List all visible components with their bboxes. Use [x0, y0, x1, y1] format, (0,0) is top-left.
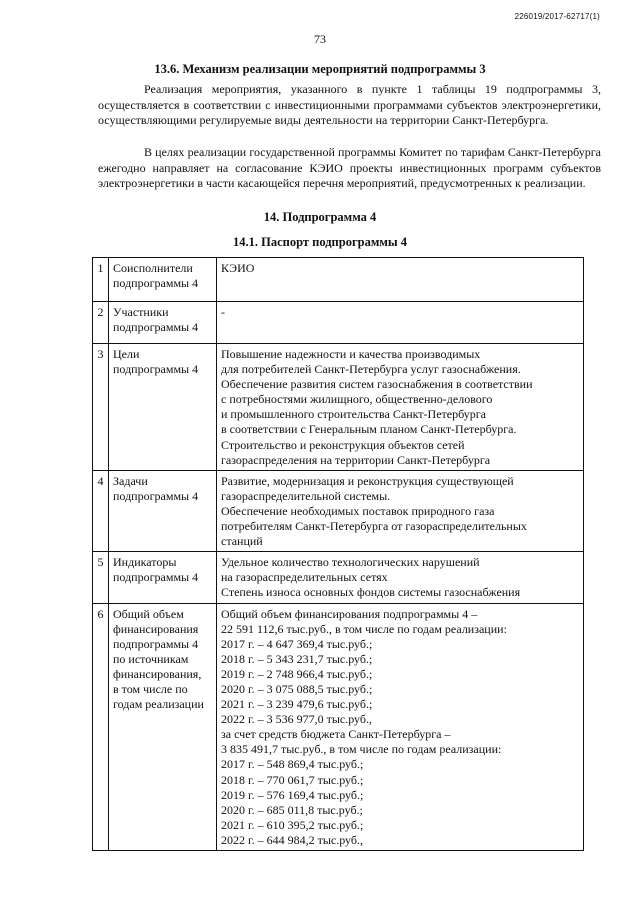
section-14-1-title: 14.1. Паспорт подпрограммы 4 [232, 235, 407, 249]
row-content-line: 2019 г. – 2 748 966,4 тыс.руб.; [221, 666, 373, 681]
row-content-line: 22 591 112,6 тыс.руб., в том числе по годам реализации: [221, 621, 507, 636]
row-content-line: 2021 г. – 610 395,2 тыс.руб.; [221, 817, 364, 832]
row-label [109, 603, 217, 851]
row-label-line: финансирования [113, 621, 199, 636]
row-number: 5 [93, 552, 109, 603]
row-content-line: 2018 г. – 5 343 231,7 тыс.руб.; [221, 651, 373, 666]
row-content-line: 2017 г. – 548 869,4 тыс.руб.; [221, 757, 364, 772]
row-content-line: Развитие, модернизация и реконструкция существующей [221, 473, 514, 488]
row-content-line: за счет средств бюджета Санкт-Петербурга – [221, 727, 451, 742]
table-row [93, 603, 584, 851]
row-content [217, 552, 584, 603]
row-content-line: потребителям Санкт-Петербурга от газораспределительных [221, 519, 527, 534]
row-number: 6 [93, 603, 109, 851]
row-label-line: подпрограммы 4 [113, 276, 199, 291]
row-content-line: станций [221, 534, 263, 549]
row-label-line: подпрограммы 4 [113, 488, 199, 503]
row-label-line: подпрограммы 4 [113, 362, 199, 377]
row-content-line: 2022 г. – 644 984,2 тыс.руб., [221, 832, 363, 847]
row-content-line: Строительство и реконструкция объектов сетей [221, 437, 465, 452]
page-number: 73 [314, 32, 326, 46]
row-content-line: 2020 г. – 685 011,8 тыс.руб.; [221, 802, 363, 817]
section-14-title: 14. Подпрограмма 4 [263, 210, 377, 224]
row-label [109, 552, 217, 603]
row-content-line: 2017 г. – 4 647 369,4 тыс.руб.; [221, 636, 373, 651]
row-content-line: газораспределительной системы. [221, 488, 391, 503]
row-content [217, 470, 584, 551]
row-content-line: 2018 г. – 770 061,7 тыс.руб.; [221, 772, 364, 787]
row-content-line: Обеспечение необходимых поставок природного газа [221, 503, 495, 518]
row-label-line: по источникам [113, 651, 189, 666]
row-content-line: газораспределения на территории Санкт-Петербурга [221, 452, 491, 467]
row-label-line: Индикаторы [113, 555, 177, 570]
row-content-line: Повышение надежности и качества производимых [221, 347, 481, 361]
row-content [217, 302, 584, 344]
row-label-line: Участники [113, 305, 169, 319]
section-13-6-title: 13.6. Механизм реализации мероприятий подпрограммы 3 [154, 62, 486, 76]
row-content [217, 258, 584, 302]
section-13-6-paragraph-1: Реализация мероприятия, указанного в пункте 1 таблицы 19 подпрограммы 3, осуществляется в соответствии с инвестиционными программами субъектов электроэнергетики, осуществляющими регулируемые виды деятельности на территории Санкт-Петербурга. [98, 82, 601, 128]
table-row [93, 302, 584, 344]
row-content-line: 2020 г. – 3 075 088,5 тыс.руб.; [221, 681, 373, 696]
row-label [109, 302, 217, 344]
table-row [93, 258, 584, 302]
row-content-line: и промышленного строительства Санкт-Петербурга [221, 407, 486, 422]
row-content [217, 344, 584, 471]
section-13-6-paragraph-2: В целях реализации государственной программы Комитет по тарифам Санкт-Петербурга ежегодно направляет на согласование КЭИО проекты инвестиционных программ субъектов электроэнергетики в части касающейся перечня мероприятий, предусмотренных к реализации. [98, 145, 601, 191]
row-label-line: Цели [113, 347, 140, 361]
row-content-line: 2021 г. – 3 239 479,6 тыс.руб.; [221, 697, 373, 712]
row-label-line: в том числе по [113, 681, 188, 696]
row-number: 4 [93, 470, 109, 551]
row-label [109, 344, 217, 471]
table-row [93, 552, 584, 603]
row-label-line: Задачи [113, 473, 148, 488]
row-content [217, 603, 584, 851]
row-content-line: в соответствии с Генеральным планом Санкт-Петербурга. [221, 422, 517, 437]
row-label [109, 258, 217, 302]
row-number: 3 [93, 344, 109, 471]
row-content-line: с потребностями жилищного, общественно-делового [221, 392, 493, 407]
passport-table [92, 257, 584, 851]
row-content-line: - [221, 305, 225, 319]
row-number: 2 [93, 302, 109, 344]
row-label-line: подпрограммы 4 [113, 570, 199, 585]
row-content-line: 2019 г. – 576 169,4 тыс.руб.; [221, 787, 364, 802]
row-number: 1 [93, 258, 109, 302]
row-content-line: Обеспечение развития систем газоснабжения в соответствии [221, 377, 533, 392]
row-label-line: подпрограммы 4 [113, 320, 199, 335]
row-label-line: Общий объем [113, 606, 184, 621]
table-row [93, 470, 584, 551]
row-label-line: подпрограммы 4 [113, 636, 199, 651]
row-content-line: на газораспределительных сетях [221, 570, 388, 585]
row-content-line: Общий объем финансирования подпрограммы 4 – [221, 606, 478, 621]
row-content-line: 3 835 491,7 тыс.руб., в том числе по годам реализации: [221, 742, 502, 757]
row-content-line: 2022 г. – 3 536 977,0 тыс.руб., [221, 712, 372, 727]
row-content-line: КЭИО [221, 261, 255, 275]
row-label [109, 470, 217, 551]
document-registration-stamp: 226019/2017-62717(1) [514, 12, 600, 21]
table-row [93, 344, 584, 471]
row-label-line: финансирования, [113, 666, 202, 681]
row-label-line: Соисполнители [113, 261, 193, 275]
row-content-line: Степень износа основных фондов системы газоснабжения [221, 585, 521, 600]
row-content-line: Удельное количество технологических нарушений [221, 555, 480, 570]
row-content-line: для потребителей Санкт-Петербурга услуг газоснабжения. [221, 362, 521, 377]
row-label-line: годам реализации [113, 697, 204, 712]
